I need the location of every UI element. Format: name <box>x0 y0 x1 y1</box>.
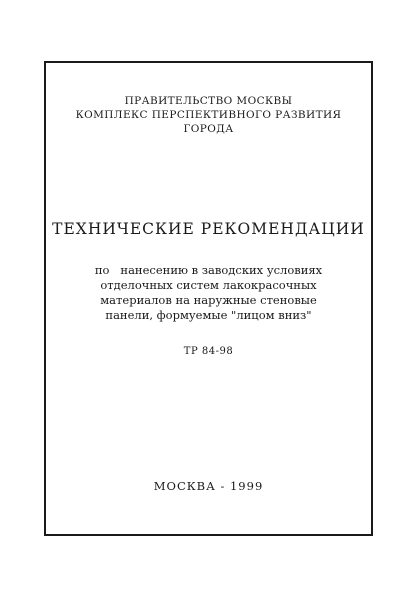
document-description <box>46 263 371 323</box>
description-line-2: отделочных систем лакокрасочных <box>100 278 317 292</box>
publication-imprint: МОСКВА - 1999 <box>153 479 264 493</box>
description-line-1: по нанесению в заводских условиях <box>94 263 323 277</box>
organization-line-2: КОМПЛЕКС ПЕРСПЕКТИВНОГО РАЗВИТИЯ <box>75 109 342 121</box>
description-line-3: материалов на наружные стеновые <box>100 293 317 307</box>
organization-block <box>46 94 371 136</box>
organization-line-3: ГОРОДА <box>183 123 234 135</box>
organization-line-1: ПРАВИТЕЛЬСТВО МОСКВЫ <box>124 95 293 107</box>
title-page-frame <box>44 61 373 536</box>
document-title: ТЕХНИЧЕСКИЕ РЕКОМЕНДАЦИИ <box>52 220 365 238</box>
document-code: ТР 84-98 <box>183 346 234 357</box>
description-line-4: панели, формуемые "лицом вниз" <box>105 308 312 322</box>
